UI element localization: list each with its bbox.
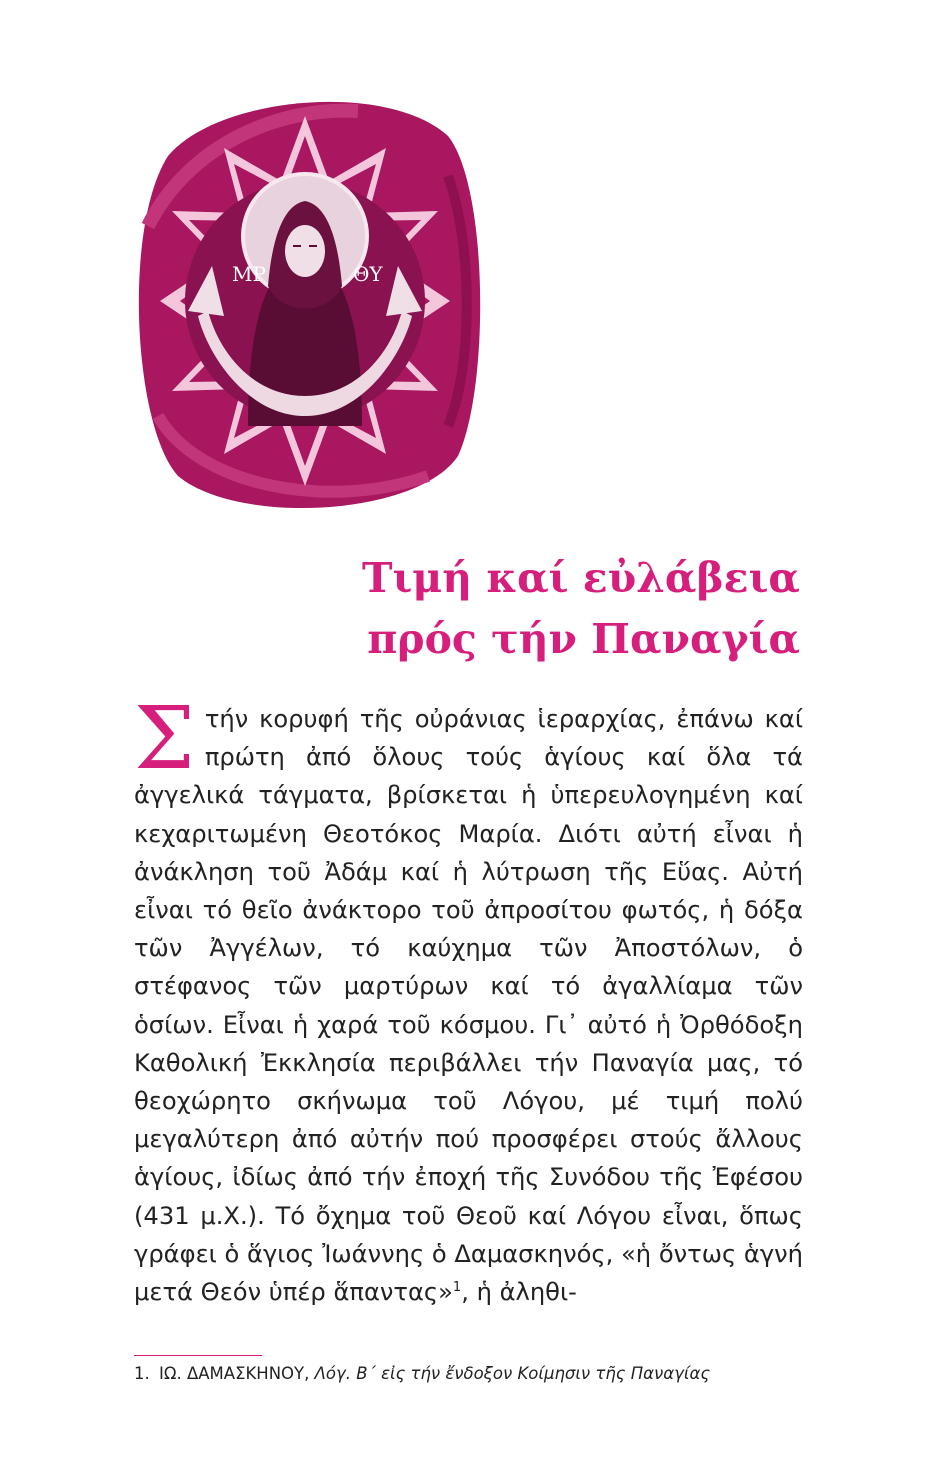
drop-cap: Σ xyxy=(134,689,195,789)
footnote-ref[interactable]: 1 xyxy=(452,1279,462,1295)
title-line-1: Τιμή καί εὐλάβεια xyxy=(361,554,800,602)
title-line-2: πρός τήν Παναγία xyxy=(367,615,800,663)
page-title xyxy=(180,548,800,670)
footnote-author: ΙΩ. ΔΑΜΑΣΚΗΝΟΥ, xyxy=(159,1364,310,1383)
footnote-work: Λόγ. Β΄ εἰς τήν ἔνδοξον Κοίμησιν τῆς Παναγίας xyxy=(314,1364,711,1383)
theotokos-icon-illustration xyxy=(128,86,483,516)
left-monogram: ΜΡ xyxy=(232,262,266,286)
footnote-divider xyxy=(134,1355,262,1356)
footnote xyxy=(134,1362,803,1386)
body-paragraph xyxy=(134,689,803,1311)
body-tail: , ἡ ἀληθι- xyxy=(461,1278,577,1307)
theotokos-icon-image xyxy=(128,86,483,516)
right-monogram: ΘΥ xyxy=(353,262,383,286)
footnote-number: 1. xyxy=(134,1364,150,1383)
body-text: τήν κορυφή τῆς οὐράνιας ἱεραρχίας, ἐπάνω καί πρώτη ἀπό ὅλους τούς ἁγίους καί ὅλα τά ἀγγελικά τάγματα, βρίσκεται ἡ ὑπερευλογημένη καί κεχαριτωμένη Θεοτόκος Μαρία. Διότι αὐτή εἶναι ἡ ἀνάκληση τοῦ Ἀδάμ καί ἡ λύτρωση τῆς Εὕας. Αὐτή εἶναι τό θεῖο ἀνάκτορο τοῦ ἀπροσίτου φωτός, ἡ δόξα τῶν Ἀγγέλων, τό καύχημα τῶν Ἀποστόλων, ὁ στέφανος τῶν μαρτύρων καί τό ἀγαλλίαμα τῶν ὁσίων. Εἶναι ἡ χαρά τοῦ κόσμου. Γι᾽ αὐτό ἡ Ὀρθόδοξη Καθολική Ἐκκλησία περιβάλλει τήν Παναγία μας, τό θεοχώρητο σκήνωμα τοῦ Λόγου, μέ τιμή πολύ μεγαλύτερη ἀπό αὐτήν πού προσφέρει στούς ἄλλους ἁγίους, ἰδίως ἀπό τήν ἐποχή τῆς Συνόδου τῆς Ἐφέσου (431 μ.Χ.). Τό ὄχημα τοῦ Θεοῦ καί Λόγου εἶναι, ὅπως γράφει ὁ ἅγιος Ἰωάννης ὁ Δαμασκηνός, «ἡ ὄντως ἁγνή μετά Θεόν ὑπέρ ἅπαντας» xyxy=(134,705,803,1307)
